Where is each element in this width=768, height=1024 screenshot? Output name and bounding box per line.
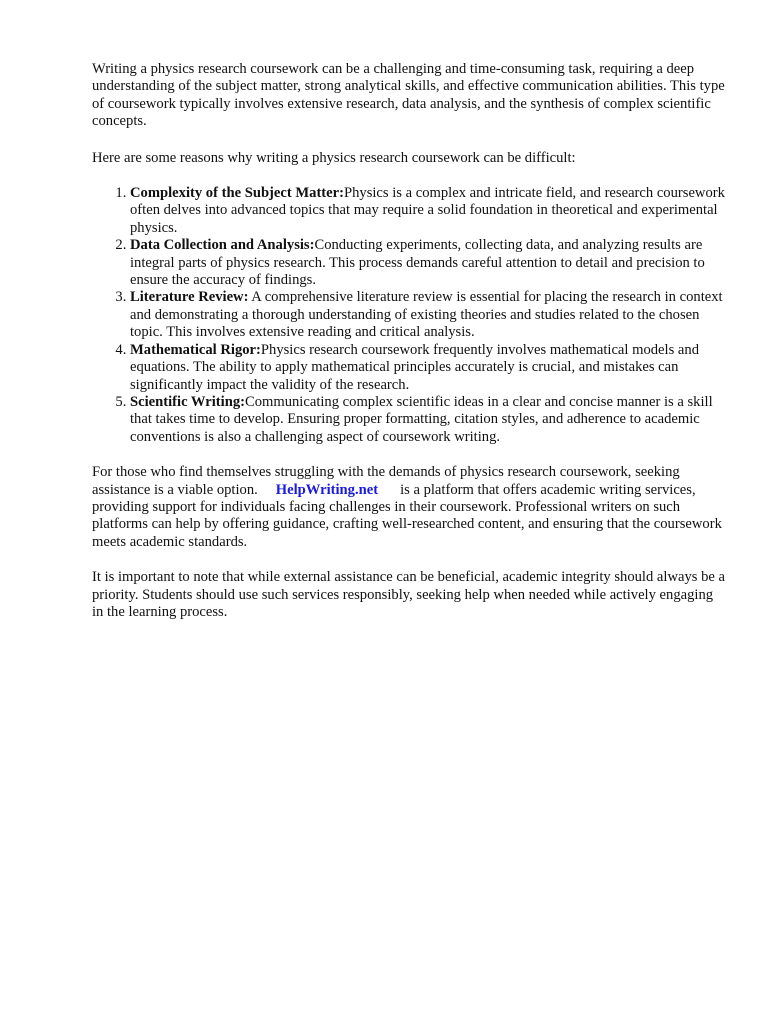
list-item-term: Literature Review:: [130, 289, 249, 306]
closing-paragraph: It is important to note that while external assistance can be beneficial, academic integrity should always be a priority. Students should use such services responsibly, seeking help when needed while actively engaging in the learning process.: [92, 569, 725, 620]
reasons-list: [92, 185, 728, 446]
list-item: [130, 237, 728, 289]
assistance-text-after: is a platform that offers academic writing services, providing support for individuals facing challenges in their coursework. Professional writers on such platforms can help by offering guidance, crafting well-researched content, and ensuring that the coursework meets academic standards.: [92, 481, 722, 550]
intro-paragraph: Writing a physics research coursework can be a challenging and time-consuming task, requiring a deep understanding of the subject matter, strong analytical skills, and effective communication abilities. This type of coursework typically involves extensive research, data analysis, and the synthesis of complex scientific concepts.: [92, 61, 725, 130]
list-item-text: A comprehensive literature review is essential for placing the research in context and demonstrating a thorough understanding of existing theories and studies related to the chosen topic. This involves extensive reading and critical analysis.: [130, 289, 723, 341]
list-item: [130, 185, 728, 237]
list-item-term: Data Collection and Analysis:: [130, 237, 315, 254]
document-page: [92, 61, 728, 621]
list-item: [130, 394, 728, 446]
list-item-text: Conducting experiments, collecting data, and analyzing results are integral parts of physics research. This process demands careful attention to detail and precision to ensure the accuracy of findings.: [130, 237, 705, 289]
list-item: [130, 342, 728, 394]
list-item-text: Physics research coursework frequently involves mathematical models and equations. The ability to apply mathematical principles accurately is crucial, and mistakes can significantly impact the validity of the research.: [130, 341, 699, 393]
list-item-text: Physics is a complex and intricate field, and research coursework often delves into advanced topics that may require a solid foundation in theoretical and experimental physics.: [130, 185, 725, 236]
list-item: [130, 289, 728, 341]
list-item-term: Mathematical Rigor:: [130, 341, 261, 358]
assistance-text-before: For those who find themselves struggling with the demands of physics research coursework, seeking assistance is a viable option.: [92, 464, 680, 498]
assistance-paragraph: [92, 464, 728, 551]
list-item-text: Communicating complex scientific ideas in a clear and concise manner is a skill that takes time to develop. Ensuring proper formatting, citation styles, and adherence to academic conventions is also a challenging aspect of coursework writing.: [130, 393, 713, 445]
helpwriting-link[interactable]: HelpWriting.net: [275, 481, 379, 498]
list-item-term: Complexity of the Subject Matter:: [130, 185, 344, 202]
list-item-term: Scientific Writing:: [130, 393, 245, 410]
reasons-lead-paragraph: Here are some reasons why writing a physics research coursework can be difficult:: [92, 149, 576, 166]
